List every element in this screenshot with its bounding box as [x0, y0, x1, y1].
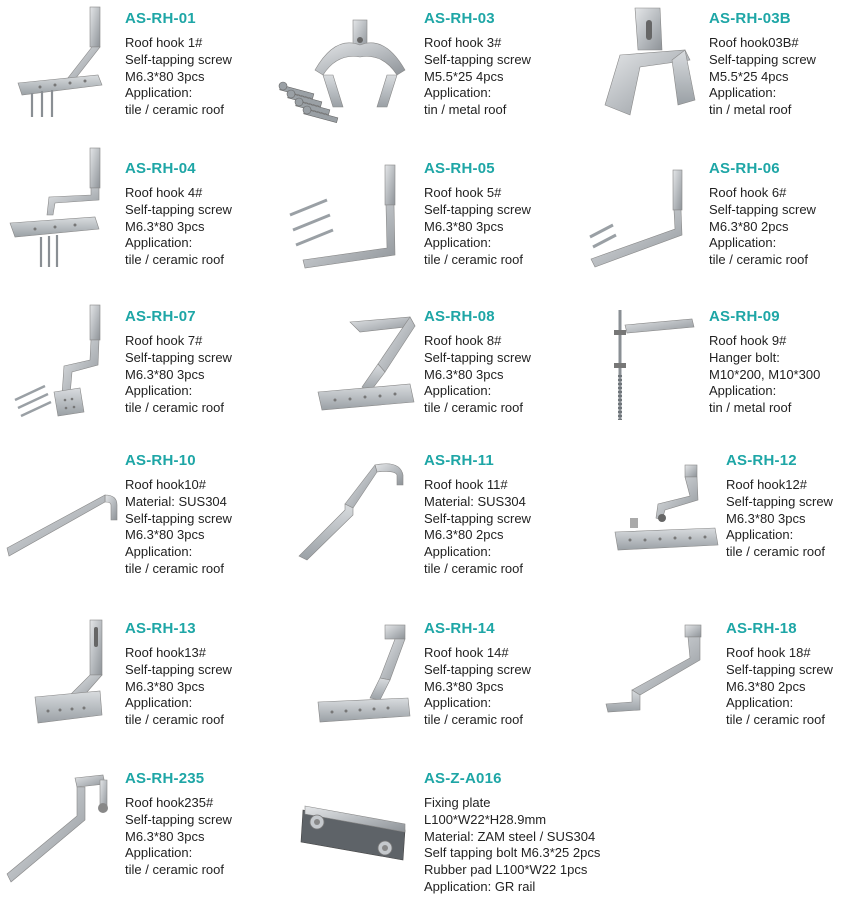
- description-line: Application:: [125, 845, 193, 861]
- description-line: Roof hook 5#: [424, 185, 502, 200]
- description-line: Application:: [125, 85, 193, 101]
- description-line: M6.3*80 3pcs: [125, 218, 205, 234]
- description-line: tile / ceramic roof: [424, 712, 523, 728]
- description-line: Roof hook235#: [125, 795, 214, 810]
- description-line: M6.3*80 2pcs: [726, 678, 806, 694]
- description-line: M6.3*80 2pcs: [424, 527, 504, 543]
- description-line: L100*W22*H28.9mm: [424, 811, 547, 827]
- product-description: [125, 333, 232, 417]
- roof-hook-01-image: [10, 5, 110, 120]
- description-line: tile / ceramic roof: [726, 544, 825, 560]
- description-line: Fixing plate: [424, 795, 491, 810]
- product-description: [726, 477, 833, 561]
- description-line: Application:: [424, 383, 492, 399]
- description-line: Hanger bolt:: [709, 349, 780, 365]
- description-line: Self-tapping screw: [125, 349, 232, 365]
- description-line: M5.5*25 4pcs: [709, 68, 789, 84]
- roof-hook-18-image: [600, 620, 725, 725]
- description-line: Application:: [125, 235, 193, 251]
- description-line: M6.3*80 3pcs: [424, 218, 504, 234]
- description-line: Self-tapping screw: [125, 510, 232, 526]
- product-code: AS-RH-18: [726, 620, 797, 637]
- product-description: [125, 645, 232, 729]
- description-line: M6.3*80 3pcs: [726, 510, 806, 526]
- description-line: M6.3*80 3pcs: [125, 678, 205, 694]
- description-line: M6.3*80 3pcs: [125, 527, 205, 543]
- product-description: [125, 477, 232, 578]
- product-code: AS-RH-01: [125, 10, 196, 27]
- description-line: Roof hook 7#: [125, 333, 203, 348]
- description-line: Application:: [726, 527, 794, 543]
- description-line: Application:: [125, 695, 193, 711]
- description-line: M6.3*80 3pcs: [125, 68, 205, 84]
- product-code: AS-RH-13: [125, 620, 196, 637]
- description-line: tile / ceramic roof: [125, 102, 224, 118]
- description-line: Application: GR rail: [424, 878, 536, 894]
- description-line: Roof hook 18#: [726, 645, 811, 660]
- product-code: AS-RH-235: [125, 770, 205, 787]
- description-line: tin / metal roof: [424, 102, 507, 118]
- product-description: [125, 35, 232, 119]
- description-line: Self-tapping screw: [125, 811, 232, 827]
- description-line: Self-tapping screw: [709, 51, 816, 67]
- description-line: tile / ceramic roof: [424, 560, 523, 576]
- description-line: Material: ZAM steel / SUS304: [424, 828, 596, 844]
- product-description: [424, 477, 531, 578]
- roof-hook-13-image: [20, 615, 110, 730]
- description-line: Self tapping bolt M6.3*25 2pcs: [424, 845, 601, 861]
- product-description: [726, 645, 833, 729]
- description-line: Roof hook 11#: [424, 477, 508, 492]
- roof-hook-03-image: [275, 15, 415, 120]
- product-code: AS-Z-A016: [424, 770, 502, 787]
- product-code: AS-RH-03: [424, 10, 495, 27]
- description-line: Roof hook 3#: [424, 35, 502, 50]
- description-line: M6.3*80 2pcs: [709, 218, 789, 234]
- description-line: tile / ceramic roof: [709, 252, 808, 268]
- product-description: [709, 35, 816, 119]
- description-line: Self-tapping screw: [125, 661, 232, 677]
- product-code: AS-RH-07: [125, 308, 196, 325]
- description-line: Rubber pad L100*W22 1pcs: [424, 862, 588, 878]
- product-description: [424, 333, 531, 417]
- product-code: AS-RH-10: [125, 452, 196, 469]
- product-description: [709, 333, 820, 417]
- roof-hook-08-image: [310, 312, 420, 417]
- product-code: AS-RH-03B: [709, 10, 791, 27]
- description-line: tin / metal roof: [709, 102, 792, 118]
- roof-hook-14-image: [310, 620, 415, 730]
- description-line: Application:: [709, 85, 777, 101]
- product-description: [125, 185, 232, 269]
- description-line: Application:: [424, 235, 492, 251]
- product-description: [125, 795, 232, 879]
- roof-hook-235-image: [5, 770, 115, 890]
- description-line: tile / ceramic roof: [125, 560, 224, 576]
- product-description: [424, 645, 531, 729]
- product-description: [709, 185, 816, 269]
- description-line: M5.5*25 4pcs: [424, 68, 504, 84]
- roof-hook-11-image: [295, 460, 415, 565]
- description-line: Self-tapping screw: [424, 201, 531, 217]
- description-line: Application:: [726, 695, 794, 711]
- roof-hook-06-image: [585, 165, 695, 275]
- description-line: Self-tapping screw: [424, 661, 531, 677]
- fixing-plate-image: [295, 790, 415, 875]
- description-line: Self-tapping screw: [709, 201, 816, 217]
- description-line: tile / ceramic roof: [726, 712, 825, 728]
- roof-hook-04-image: [5, 145, 110, 270]
- product-description: [424, 795, 600, 896]
- product-code: AS-RH-06: [709, 160, 780, 177]
- description-line: Application:: [424, 695, 492, 711]
- description-line: M6.3*80 3pcs: [125, 828, 205, 844]
- roof-hook-10-image: [5, 480, 120, 560]
- description-line: tile / ceramic roof: [424, 400, 523, 416]
- description-line: Self-tapping screw: [726, 661, 833, 677]
- description-line: Application:: [125, 383, 193, 399]
- roof-hook-09-image: [600, 305, 700, 425]
- description-line: Self-tapping screw: [424, 51, 531, 67]
- description-line: Material: SUS304: [125, 493, 227, 509]
- product-description: [424, 35, 531, 119]
- description-line: Roof hook 4#: [125, 185, 203, 200]
- description-line: Application:: [709, 383, 777, 399]
- description-line: Roof hook13#: [125, 645, 206, 660]
- description-line: Application:: [424, 544, 492, 560]
- description-line: tile / ceramic roof: [125, 862, 224, 878]
- description-line: Roof hook 6#: [709, 185, 787, 200]
- description-line: Roof hook 8#: [424, 333, 502, 348]
- description-line: Roof hook12#: [726, 477, 807, 492]
- description-line: Roof hook 1#: [125, 35, 203, 50]
- roof-hook-03b-image: [600, 5, 700, 120]
- product-description: [424, 185, 531, 269]
- description-line: Roof hook03B#: [709, 35, 799, 50]
- description-line: tile / ceramic roof: [125, 252, 224, 268]
- description-line: Application:: [125, 544, 193, 560]
- product-code: AS-RH-11: [424, 452, 494, 469]
- description-line: Self-tapping screw: [726, 493, 833, 509]
- description-line: M6.3*80 3pcs: [125, 366, 205, 382]
- description-line: Material: SUS304: [424, 493, 526, 509]
- roof-hook-05-image: [285, 160, 415, 270]
- description-line: Roof hook10#: [125, 477, 206, 492]
- description-line: Application:: [709, 235, 777, 251]
- product-code: AS-RH-04: [125, 160, 196, 177]
- roof-hook-12-image: [610, 460, 720, 555]
- product-code: AS-RH-08: [424, 308, 495, 325]
- description-line: Self-tapping screw: [424, 510, 531, 526]
- description-line: tin / metal roof: [709, 400, 792, 416]
- product-code: AS-RH-14: [424, 620, 495, 637]
- description-line: tile / ceramic roof: [125, 400, 224, 416]
- description-line: Self-tapping screw: [125, 201, 232, 217]
- description-line: Self-tapping screw: [125, 51, 232, 67]
- product-code: AS-RH-05: [424, 160, 495, 177]
- description-line: M6.3*80 3pcs: [424, 678, 504, 694]
- description-line: M10*200, M10*300: [709, 366, 821, 382]
- description-line: Self-tapping screw: [424, 349, 531, 365]
- product-code: AS-RH-09: [709, 308, 780, 325]
- description-line: M6.3*80 3pcs: [424, 366, 504, 382]
- description-line: tile / ceramic roof: [125, 712, 224, 728]
- description-line: Application:: [424, 85, 492, 101]
- description-line: Roof hook 14#: [424, 645, 509, 660]
- roof-hook-07-image: [10, 300, 110, 420]
- product-code: AS-RH-12: [726, 452, 797, 469]
- description-line: tile / ceramic roof: [424, 252, 523, 268]
- description-line: Roof hook 9#: [709, 333, 787, 348]
